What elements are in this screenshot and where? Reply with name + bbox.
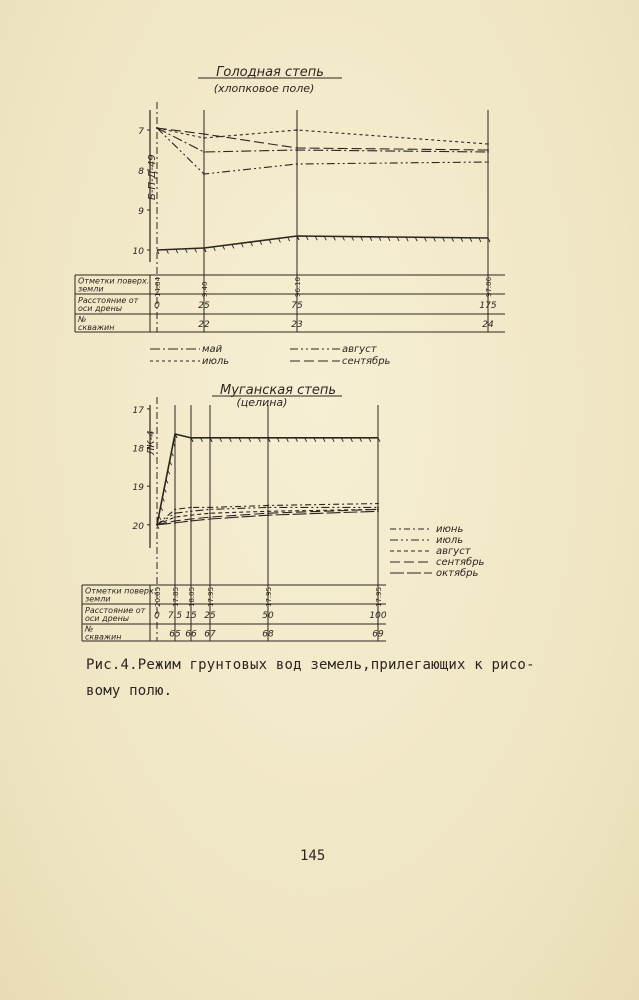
chart1-y-tick-label: 8 xyxy=(138,167,144,177)
chart2-plot xyxy=(82,397,387,642)
chart1-distance: 25 xyxy=(198,301,210,311)
chart1-distance: 0 xyxy=(154,301,160,311)
chart1-elevation: 9.40 xyxy=(201,281,209,297)
figure-caption: Рис.4.Режим грунтовых вод земель,прилегающих к рисо- вому полю. xyxy=(86,657,535,699)
chart1-row-header: Отметки поверх. xyxy=(78,276,150,286)
chart2-elevation: 17.95 xyxy=(265,586,273,607)
chart2-well-number: 67 xyxy=(204,629,216,640)
chart2-distance: 15 xyxy=(185,611,197,621)
chart1-point xyxy=(203,173,205,175)
chart2-row-header: Отметки поверх. xyxy=(85,586,157,596)
chart1-well-number: 24 xyxy=(482,320,494,330)
chart2-point xyxy=(190,510,192,512)
chart1-point xyxy=(487,149,489,151)
legend2-label: август xyxy=(436,546,471,557)
chart2-point xyxy=(174,512,176,514)
chart2-point xyxy=(377,503,379,505)
chart1-row-header: № xyxy=(78,315,87,324)
chart2-elevation: 18.05 xyxy=(188,586,196,607)
chart2-point xyxy=(190,520,192,522)
chart2-point xyxy=(174,508,176,510)
chart2-point xyxy=(267,512,269,514)
legend1-label: июль xyxy=(202,356,230,367)
chart2-y-tick-label: 17 xyxy=(132,405,144,416)
chart1-series-line xyxy=(157,128,488,144)
chart2-point xyxy=(209,507,211,509)
chart1-point xyxy=(203,133,205,135)
legend2-label: сентябрь xyxy=(436,557,485,568)
chart1-ground-line xyxy=(157,236,488,250)
chart2-elevation: 17.85 xyxy=(172,586,180,607)
chart2-row-header: оси дрены xyxy=(85,614,130,623)
chart2-point xyxy=(377,508,379,510)
chart1-elevation: 14.04 xyxy=(154,276,162,297)
chart1-y-tick-label: 9 xyxy=(138,207,144,217)
chart2-point xyxy=(267,507,269,509)
chart1-row-header: скважин xyxy=(78,323,115,332)
chart2-elevation: 17.95 xyxy=(207,586,215,607)
legend1-label: сентябрь xyxy=(342,356,391,367)
chart1-well-number: 22 xyxy=(198,320,210,330)
legend2-label: июль xyxy=(436,535,464,546)
chart2-well-number: 68 xyxy=(262,629,274,640)
chart2-subtitle: (целина) xyxy=(236,396,288,409)
chart1-point xyxy=(296,147,298,149)
chart2-row-header: земли xyxy=(85,594,111,604)
chart2-point xyxy=(174,516,176,518)
chart2-distance: 25 xyxy=(204,611,216,621)
chart2-well-number: 65 xyxy=(169,629,181,640)
chart2-elevation: 20.05 xyxy=(154,586,162,607)
chart1-point xyxy=(296,129,298,131)
chart2-point xyxy=(190,507,192,509)
chart2-well-number: 66 xyxy=(185,629,197,640)
chart1-distance: 75 xyxy=(291,301,303,311)
chart1-title: Голодная степь xyxy=(216,65,324,80)
chart2-title: Муганская степь xyxy=(219,383,337,398)
chart1-plot xyxy=(75,102,505,332)
chart2-y-tick-label: 20 xyxy=(132,521,144,532)
chart2-distance: 100 xyxy=(369,611,387,621)
legend1-label: май xyxy=(202,344,223,355)
chart2-point xyxy=(190,514,192,516)
legend2-label: июнь xyxy=(436,524,464,535)
chart2-point xyxy=(209,508,211,510)
chart2-elevation: 17.95 xyxy=(375,586,383,607)
chart1-point xyxy=(156,127,158,129)
chart1-well-label: Б-П-Д-49 xyxy=(147,154,158,200)
chart1-row-header: Расстояние от xyxy=(78,296,139,305)
chart1-series-line xyxy=(157,128,488,150)
chart1-row-header: земли xyxy=(78,284,104,294)
chart1-distance: 175 xyxy=(479,301,497,311)
chart1-point xyxy=(487,151,489,153)
chart2-point xyxy=(190,518,192,520)
chart1-y-tick-label: 10 xyxy=(132,247,144,257)
chart1-point xyxy=(296,149,298,151)
chart2-y-tick-label: 18 xyxy=(132,444,144,455)
chart2-point xyxy=(377,510,379,512)
chart1-legend xyxy=(150,344,391,367)
chart2-row-header: скважин xyxy=(85,632,122,642)
chart1-row-header: оси дрены xyxy=(78,304,123,313)
chart2-point xyxy=(174,520,176,522)
chart2-legend xyxy=(390,524,485,579)
chart1-point xyxy=(203,137,205,139)
chart2-point xyxy=(267,514,269,516)
chart2-point xyxy=(209,518,211,520)
chart2-point xyxy=(174,522,176,524)
chart2-point xyxy=(267,510,269,512)
page-number: 145 xyxy=(300,848,326,864)
chart2-row-header: № xyxy=(85,624,94,634)
chart2-row-header: Расстояние от xyxy=(85,606,146,615)
chart2-distance: 50 xyxy=(262,611,274,621)
chart1-well-number: 23 xyxy=(291,320,303,330)
chart1-point xyxy=(487,161,489,163)
chart2-point xyxy=(209,516,211,518)
legend2-label: октябрь xyxy=(436,568,479,579)
chart2-distance: 7.5 xyxy=(167,611,183,621)
chart2-point xyxy=(377,507,379,509)
chart1-y-tick-label: 7 xyxy=(138,127,144,137)
chart2-point xyxy=(267,505,269,507)
chart1-elevation: 96.10 xyxy=(294,276,302,297)
chart1-point xyxy=(487,143,489,145)
chart1-elevation: 97.06 xyxy=(485,276,493,297)
chart1-point xyxy=(203,151,205,153)
chart2-point xyxy=(209,512,211,514)
chart1-point xyxy=(296,163,298,165)
legend1-label: август xyxy=(342,344,377,355)
chart2-distance: 0 xyxy=(154,611,160,621)
chart2-well-label: ЛК-4 xyxy=(146,430,157,455)
chart2-point xyxy=(156,524,158,526)
chart2-y-tick-label: 19 xyxy=(132,483,144,494)
chart2-well-number: 69 xyxy=(372,629,384,640)
chart1-subtitle: (хлопковое поле) xyxy=(213,82,315,95)
